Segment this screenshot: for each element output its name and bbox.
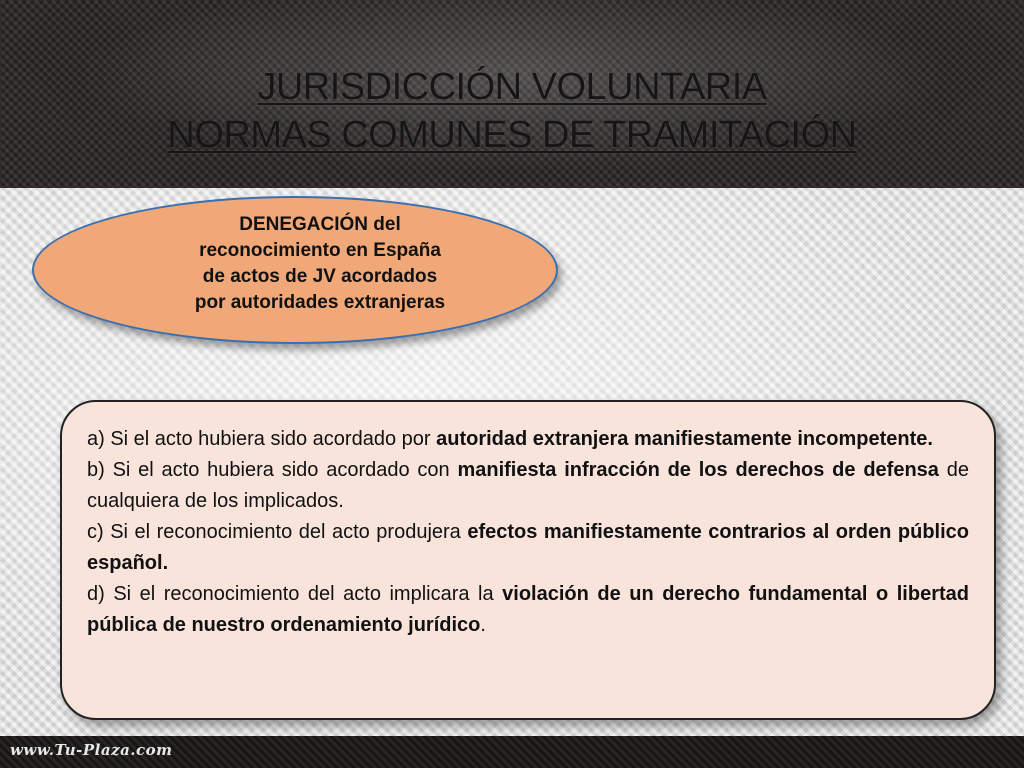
grounds-list (87, 424, 969, 641)
slide-title: JURISDICCIÓN VOLUNTARIA (257, 66, 767, 108)
item-text: b) Si el acto hubiera sido acordado con (87, 459, 458, 481)
oval-line: DENEGACIÓN del (239, 214, 401, 235)
item-bold-text: autoridad extranjera manifiestamente incompetente. (436, 428, 933, 450)
list-item (87, 424, 969, 455)
item-bold-text: manifiesta infracción de los derechos de defensa (457, 459, 939, 481)
oval-line: por autoridades extranjeras (194, 292, 446, 313)
footer-logo: www.Tu-Plaza.com (10, 741, 173, 759)
item-text: d) Si el reconocimiento del acto implicara la (87, 583, 503, 605)
item-text: c) Si el reconocimiento del acto produjera (87, 521, 468, 543)
list-item (87, 579, 969, 641)
item-bold-text: efectos manifiestamente contrarios al orden público español. (87, 521, 969, 574)
list-item (87, 517, 969, 579)
item-text: a) Si el acto hubiera sido acordado por (87, 428, 437, 450)
oval-line: de actos de JV acordados (202, 266, 438, 287)
item-bold-text: violación de un derecho fundamental o libertad pública de nuestro ordenamiento jurídico (87, 583, 969, 636)
denegacion-oval-text (150, 212, 490, 316)
list-item (87, 455, 969, 517)
item-text: de cualquiera de los implicados. (87, 459, 969, 512)
oval-line: reconocimiento en España (199, 240, 441, 261)
slide-subtitle: NORMAS COMUNES DE TRAMITACIÓN (167, 114, 857, 156)
item-text: . (480, 614, 486, 636)
